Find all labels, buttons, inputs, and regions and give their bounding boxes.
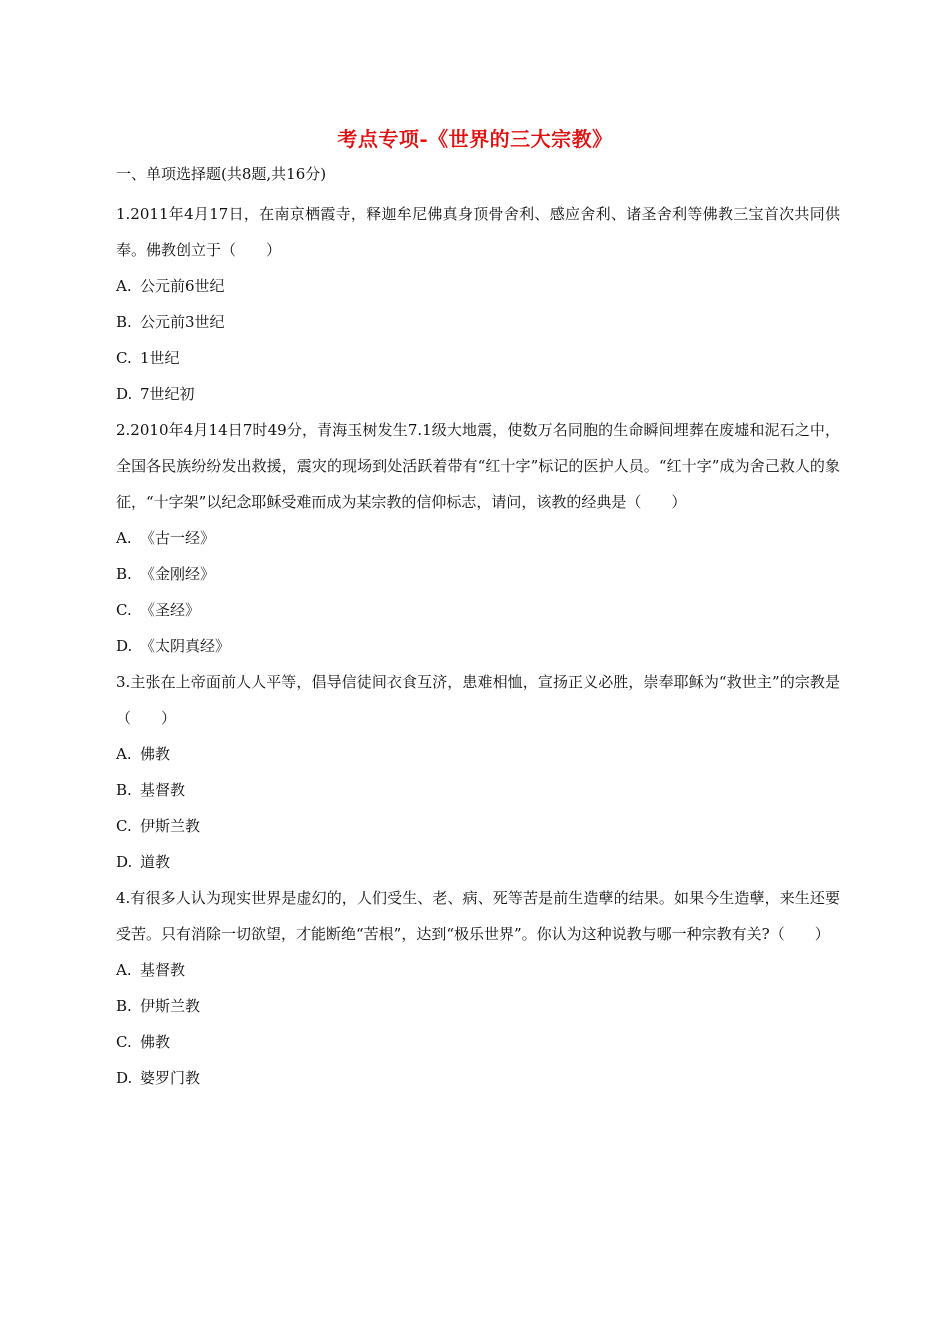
- option-d: [116, 376, 840, 412]
- option-d: [116, 844, 840, 880]
- option-c: [116, 592, 840, 628]
- question-list: [116, 196, 840, 1096]
- option-text: 《太阴真经》: [140, 637, 231, 655]
- option-text: 公元前3世纪: [140, 313, 225, 331]
- option-text: 7世纪初: [140, 385, 195, 403]
- option-text: 基督教: [140, 781, 186, 799]
- option-letter: B.: [116, 313, 132, 331]
- option-b: [116, 556, 840, 592]
- question-2: [116, 412, 840, 664]
- option-d: [116, 628, 840, 664]
- option-text: 伊斯兰教: [140, 817, 201, 835]
- option-c: [116, 340, 840, 376]
- option-text: 《圣经》: [140, 601, 201, 619]
- option-c: [116, 1024, 840, 1060]
- option-c: [116, 808, 840, 844]
- option-b: [116, 772, 840, 808]
- option-letter: A.: [116, 745, 132, 763]
- option-letter: A.: [116, 277, 132, 295]
- option-letter: D.: [116, 637, 133, 655]
- option-a: [116, 520, 840, 556]
- option-letter: D.: [116, 385, 133, 403]
- option-text: 道教: [140, 853, 171, 871]
- option-letter: C.: [116, 349, 132, 367]
- question-text: 3.主张在上帝面前人人平等，倡导信徒间衣食互济，患难相恤，宣扬正义必胜，崇奉耶稣为“救世主”的宗教是（ ）: [116, 673, 840, 727]
- option-text: 伊斯兰教: [140, 997, 201, 1015]
- option-text: 婆罗门教: [140, 1069, 201, 1087]
- question-4: [116, 880, 840, 1096]
- option-text: 公元前6世纪: [140, 277, 225, 295]
- option-b: [116, 304, 840, 340]
- option-text: 《古一经》: [140, 529, 216, 547]
- question-3: [116, 664, 840, 880]
- option-letter: A.: [116, 529, 132, 547]
- option-text: 佛教: [140, 745, 171, 763]
- option-letter: C.: [116, 601, 132, 619]
- option-a: [116, 268, 840, 304]
- option-b: [116, 988, 840, 1024]
- option-text: 基督教: [140, 961, 186, 979]
- option-text: 《金刚经》: [140, 565, 216, 583]
- document-title: 考点专项-《世界的三大宗教》: [337, 127, 613, 151]
- section-heading: 一、单项选择题(共8题,共16分): [116, 165, 327, 183]
- option-letter: C.: [116, 817, 132, 835]
- option-letter: D.: [116, 1069, 133, 1087]
- option-text: 1世纪: [140, 349, 180, 367]
- question-text: 2.2010年4月14日7时49分，青海玉树发生7.1级大地震，使数万名同胞的生命瞬间埋葬在废墟和泥石之中，全国各民族纷纷发出救援，震灾的现场到处活跃着带有“红十字”标记的医护人员。“红十字”成为舍己救人的象征，“十字架”以纪念耶稣受难而成为某宗教的信仰标志，请问，该教的经典是（ ）: [116, 421, 840, 511]
- option-d: [116, 1060, 840, 1096]
- option-letter: D.: [116, 853, 133, 871]
- option-letter: C.: [116, 1033, 132, 1051]
- question-1: [116, 196, 840, 412]
- option-letter: B.: [116, 781, 132, 799]
- option-a: [116, 736, 840, 772]
- option-letter: A.: [116, 961, 132, 979]
- option-text: 佛教: [140, 1033, 171, 1051]
- option-a: [116, 952, 840, 988]
- option-letter: B.: [116, 565, 132, 583]
- option-letter: B.: [116, 997, 132, 1015]
- question-text: 4.有很多人认为现实世界是虚幻的，人们受生、老、病、死等苦是前生造孽的结果。如果今生造孽，来生还要受苦。只有消除一切欲望，才能断绝“苦根”，达到“极乐世界”。你认为这种说教与哪一种宗教有关?（ ）: [116, 889, 840, 943]
- question-text: 1.2011年4月17日，在南京栖霞寺，释迦牟尼佛真身顶骨舍利、感应舍利、诸圣舍利等佛教三宝首次共同供奉。佛教创立于（ ）: [116, 205, 840, 259]
